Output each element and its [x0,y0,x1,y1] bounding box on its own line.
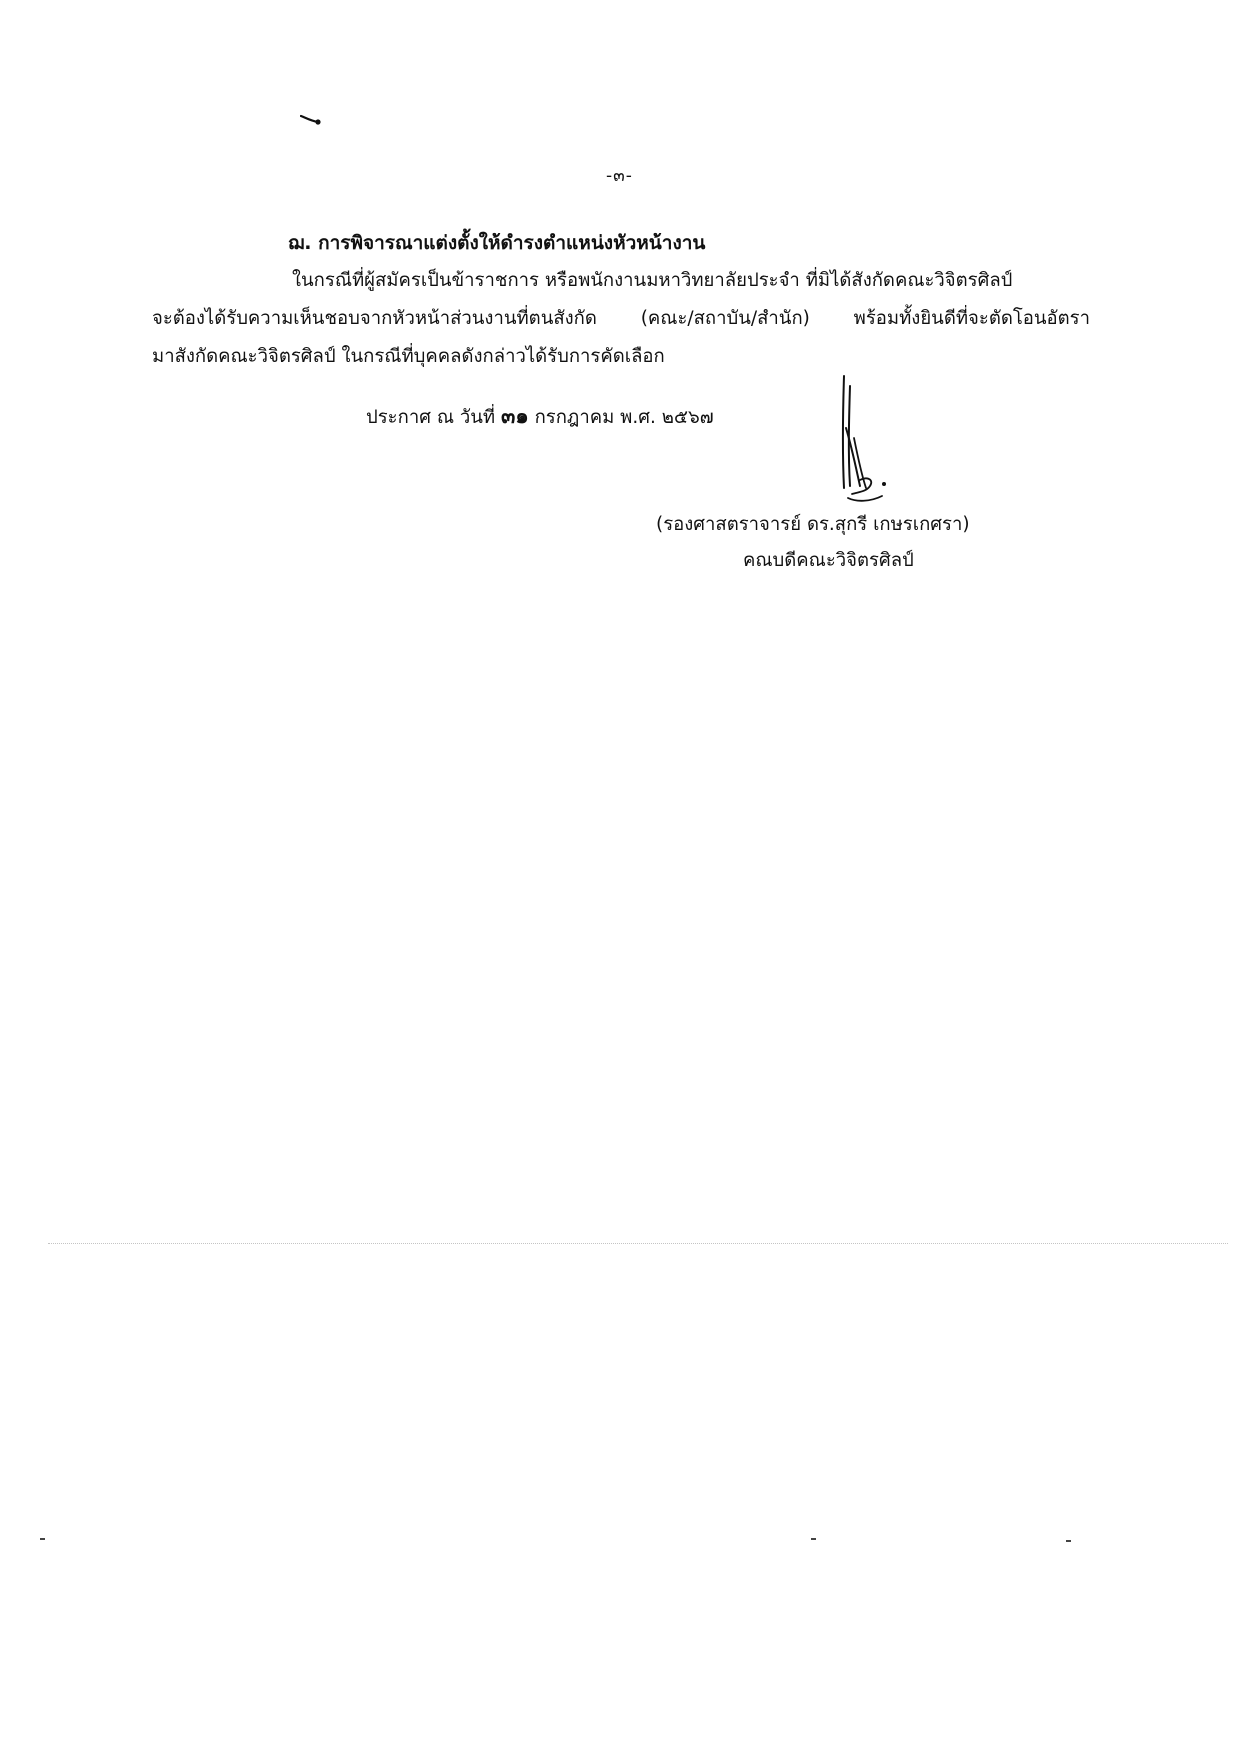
section-heading: ฌ. การพิจารณาแต่งตั้งให้ดำรงตำแหน่งหัวหน้างาน [288,232,706,254]
paragraph-line: มาสังกัดคณะวิจิตรศิลป์ ในกรณีที่บุคคลดังกล่าวได้รับการคัดเลือก [152,346,665,367]
announcement-date-line [366,400,714,433]
paragraph-line: ในกรณีที่ผู้สมัครเป็นข้าราชการ หรือพนักงานมหาวิทยาลัยประจำ ที่มิได้สังกัดคณะวิจิตรศิลป์ [292,270,1013,291]
stray-ink-mark [300,112,322,126]
paragraph-line: จะต้องได้รับความเห็นชอบจากหัวหน้าส่วนงานที่ตนสังกัด (คณะ/สถาบัน/สำนัก) พร้อมทั้งยินดีที่จะตัดโอนอัตรา [152,308,1090,329]
scan-speck [40,1538,45,1540]
announcement-prefix: ประกาศ ณ วันที่ [366,407,496,428]
page-number: -๓- [606,166,633,186]
body-paragraph [152,262,1090,376]
announcement-day: ๓๑ [501,404,529,428]
signer-name: (รองศาสตราจารย์ ดร.สุกรี เกษรเกศรา) [656,514,970,535]
scan-speck [1066,1540,1071,1542]
handwritten-signature [816,368,926,518]
scan-speck [811,1538,816,1540]
scan-artifact-line [48,1243,1228,1244]
announcement-suffix: กรกฎาคม พ.ศ. ๒๕๖๗ [534,407,714,428]
signer-title: คณบดีคณะวิจิตรศิลป์ [743,550,914,571]
